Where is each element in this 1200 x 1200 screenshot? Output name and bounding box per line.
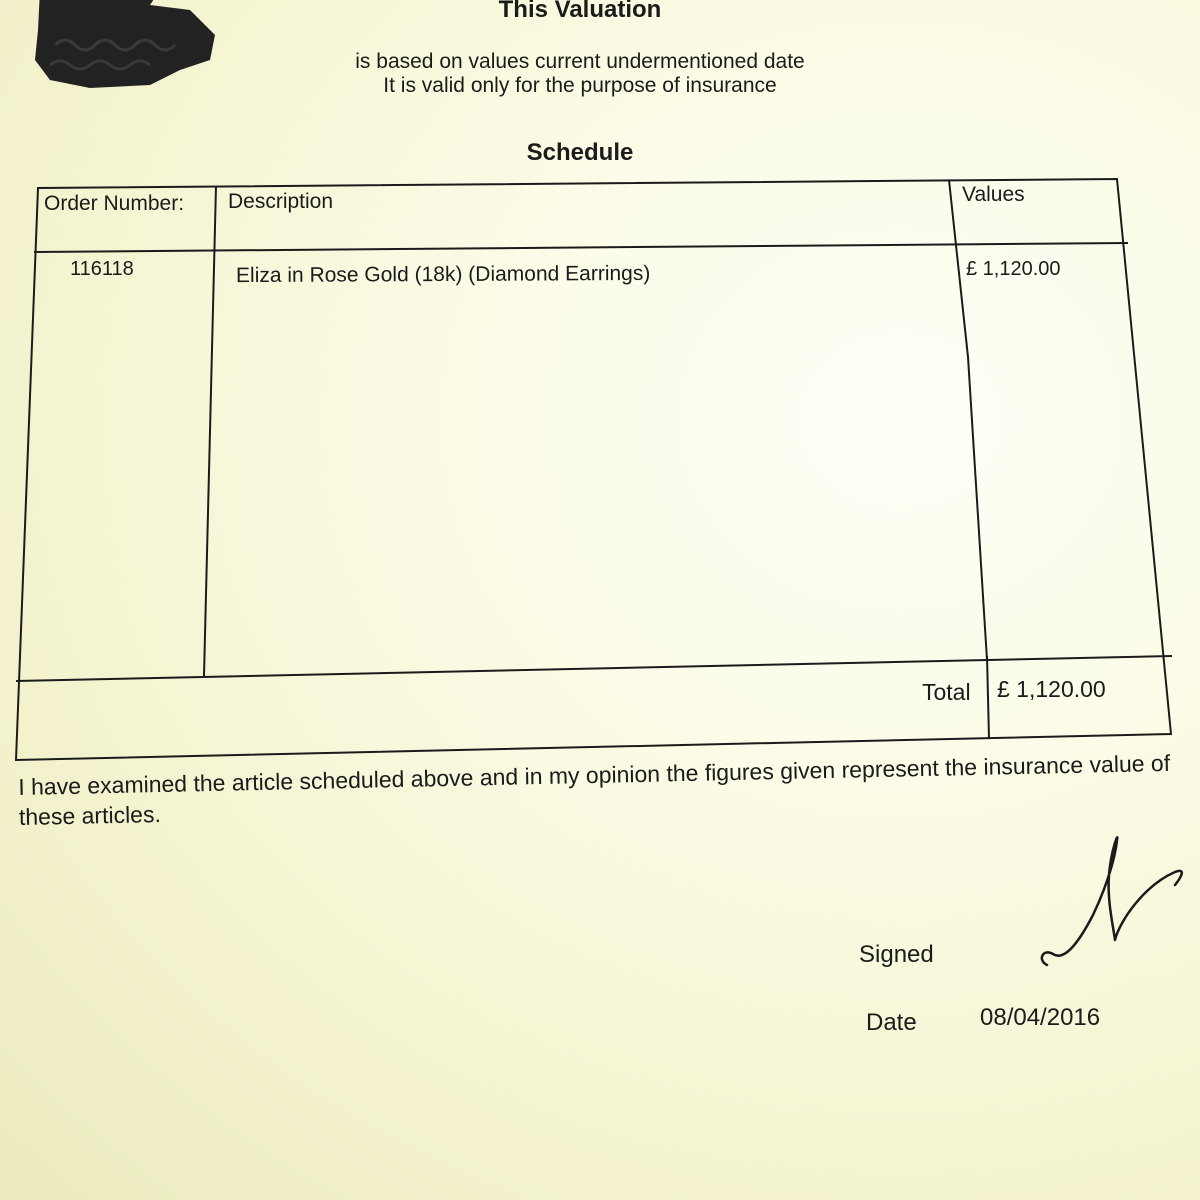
column-header-description: Description: [228, 190, 334, 213]
date-label: Date: [866, 1009, 917, 1036]
row-order-number: 116118: [70, 258, 134, 280]
total-label: Total: [922, 679, 971, 705]
declaration-text: I have examined the article scheduled above and in my opinion the figures given represent the insurance value of these articles.: [18, 749, 1171, 830]
schedule-title: Schedule: [526, 139, 634, 166]
table-total-divider: [987, 656, 989, 739]
table-col-divider-2: [949, 180, 987, 660]
table-col-divider-1: [204, 186, 216, 676]
row-description: Eliza in Rose Gold (18k) (Diamond Earrings): [235, 261, 651, 288]
date-value: 08/04/2016: [980, 1004, 1101, 1031]
handwritten-signature: [1035, 830, 1195, 980]
table-header-separator: [34, 243, 1128, 252]
row-value: £ 1,120.00: [966, 258, 1061, 280]
total-value: £ 1,120.00: [997, 676, 1106, 702]
valuation-subtitle-line1: is based on values current undermentioned date: [355, 50, 805, 73]
valuation-title: This Valuation: [498, 0, 662, 23]
column-header-values: Values: [962, 183, 1025, 206]
column-header-order-number: Order Number:: [44, 192, 185, 215]
valuation-subtitle-line2: It is valid only for the purpose of insurance: [383, 74, 777, 97]
signed-label: Signed: [859, 941, 934, 968]
